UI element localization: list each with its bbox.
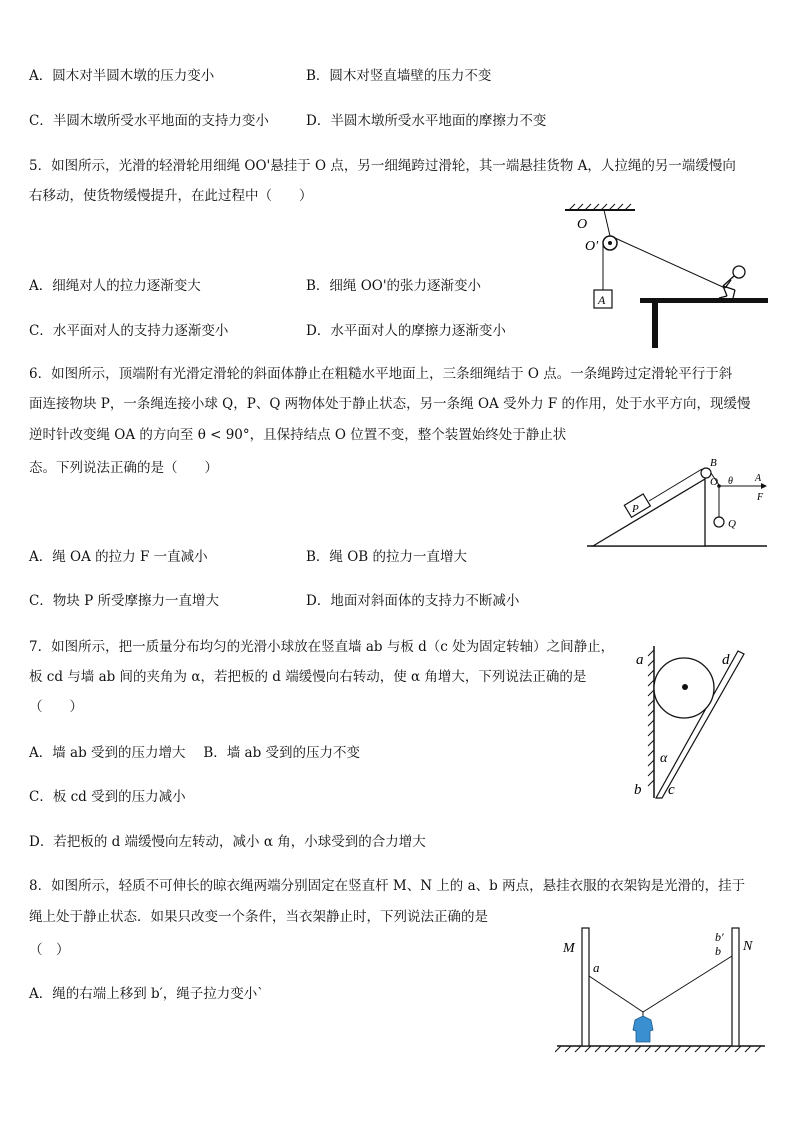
q5-option-a: A．细绳对人的拉力逐渐变大 bbox=[29, 278, 201, 294]
q8-label-b: b bbox=[715, 944, 721, 958]
q4-option-a: A．圆木对半圆木墩的压力变小 bbox=[29, 68, 215, 84]
q6-ball-q bbox=[714, 517, 724, 527]
q7-label-b: b bbox=[634, 782, 642, 798]
q7-label-alpha: α bbox=[660, 751, 668, 766]
q7-option-ab: A．墙 ab 受到的压力增大 B．墙 ab 受到的压力不变 bbox=[29, 745, 361, 761]
q5-label-o: O bbox=[577, 217, 588, 232]
q6-stem-line1: 6．如图所示，顶端附有光滑定滑轮的斜面体静止在粗糙水平地面上，三条细绳结于 O 点。一条绳跨过定滑轮平行于斜 bbox=[29, 366, 733, 382]
q6-stem-line4: 态。下列说法正确的是（ ） bbox=[29, 460, 218, 476]
q7-option-d: D．若把板的 d 端缓慢向左转动，减小 α 角，小球受到的合力增大 bbox=[29, 834, 426, 850]
q5-stem-line2: 右移动，使货物缓慢提升，在此过程中（ ） bbox=[29, 188, 313, 204]
q8-label-b-prime: b′ bbox=[715, 930, 724, 944]
q5-platform bbox=[640, 298, 768, 303]
q7-stem-line3: （ ） bbox=[29, 699, 83, 715]
q7-stem-line1: 7．如图所示，把一质量分布均匀的光滑小球放在竖直墙 ab 与板 d（c 处为固定转轴）之间静止， bbox=[29, 639, 615, 655]
q6-label-p: P bbox=[632, 503, 639, 515]
q6-label-b: B bbox=[710, 457, 717, 469]
q6-label-q: Q bbox=[728, 518, 736, 530]
q7-label-d: d bbox=[722, 652, 730, 668]
q6-label-theta: θ bbox=[728, 476, 733, 487]
q6-option-c: C．物块 P 所受摩擦力一直增大 bbox=[29, 593, 219, 609]
q8-label-m: M bbox=[563, 941, 575, 956]
q7-label-a: a bbox=[636, 652, 644, 668]
q7-stem-line2: 板 cd 与墙 ab 间的夹角为 α，若把板的 d 端缓慢向右转动，使 α 角增大，下列说法正确的是 bbox=[29, 669, 587, 685]
q4-option-c: C．半圆木墩所受水平地面的支持力变小 bbox=[29, 113, 269, 129]
q7-wall-board-figure bbox=[628, 640, 748, 805]
q4-option-b: B．圆木对竖直墙壁的压力不变 bbox=[306, 68, 492, 84]
q8-stem-line3: （ ） bbox=[29, 942, 70, 958]
q6-label-a: A bbox=[755, 473, 762, 484]
q8-stem-line1: 8．如图所示，轻质不可伸长的晾衣绳两端分别固定在竖直杆 M、N 上的 a、b 两点，悬挂衣服的衣架钩是光滑的，挂于 bbox=[29, 878, 746, 894]
q5-stem-line1: 5．如图所示，光滑的轻滑轮用细绳 OO'悬挂于 O 点，另一细绳跨过滑轮，其一端悬挂货物 A，人拉绳的另一端缓慢向 bbox=[29, 158, 736, 174]
q8-pole-n bbox=[732, 928, 739, 1046]
q6-option-a: A．绳 OA 的拉力 F 一直减小 bbox=[29, 549, 208, 565]
q8-pole-m bbox=[582, 928, 589, 1046]
q8-option-a: A．绳的右端上移到 b′，绳子拉力变小` bbox=[29, 986, 264, 1002]
q8-shirt-icon bbox=[633, 1016, 653, 1042]
q6-stem-line2: 面连接物块 P，一条绳连接小球 Q，P、Q 两物体处于静止状态，另一条绳 OA 受外力 F 的作用，处于水平方向，现缓慢 bbox=[29, 396, 751, 412]
q7-option-c: C．板 cd 受到的压力减小 bbox=[29, 789, 186, 805]
q8-label-a: a bbox=[593, 960, 600, 975]
q6-stem-line3: 逆时针改变绳 OA 的方向至 θ < 90°，且保持结点 O 位置不变，整个装置始终处于静止状 bbox=[29, 427, 567, 443]
q5-person-icon bbox=[719, 266, 745, 298]
q5-label-a: A bbox=[598, 293, 606, 307]
q5-pulley-figure bbox=[555, 200, 775, 355]
q6-incline bbox=[593, 479, 705, 546]
q5-option-c: C．水平面对人的支持力逐渐变小 bbox=[29, 323, 229, 339]
q5-option-d: D．水平面对人的摩擦力逐渐变小 bbox=[306, 323, 506, 339]
q4-option-d: D．半圆木墩所受水平地面的摩擦力不变 bbox=[306, 113, 547, 129]
q8-clothesline-figure bbox=[555, 920, 770, 1060]
q6-label-f: F bbox=[757, 492, 764, 503]
q5-option-b: B．细绳 OO'的张力逐渐变小 bbox=[306, 278, 482, 294]
q6-option-b: B．绳 OB 的拉力一直增大 bbox=[306, 549, 467, 565]
q6-label-o: O bbox=[710, 476, 718, 488]
q5-label-o-prime: O′ bbox=[585, 239, 599, 254]
q8-stem-line2: 绳上处于静止状态．如果只改变一个条件，当衣架静止时，下列说法正确的是 bbox=[29, 909, 488, 925]
q7-label-c: c bbox=[668, 782, 675, 798]
q6-option-d: D．地面对斜面体的支持力不断减小 bbox=[306, 593, 520, 609]
q6-incline-figure bbox=[585, 455, 775, 555]
q8-label-n: N bbox=[743, 939, 753, 954]
